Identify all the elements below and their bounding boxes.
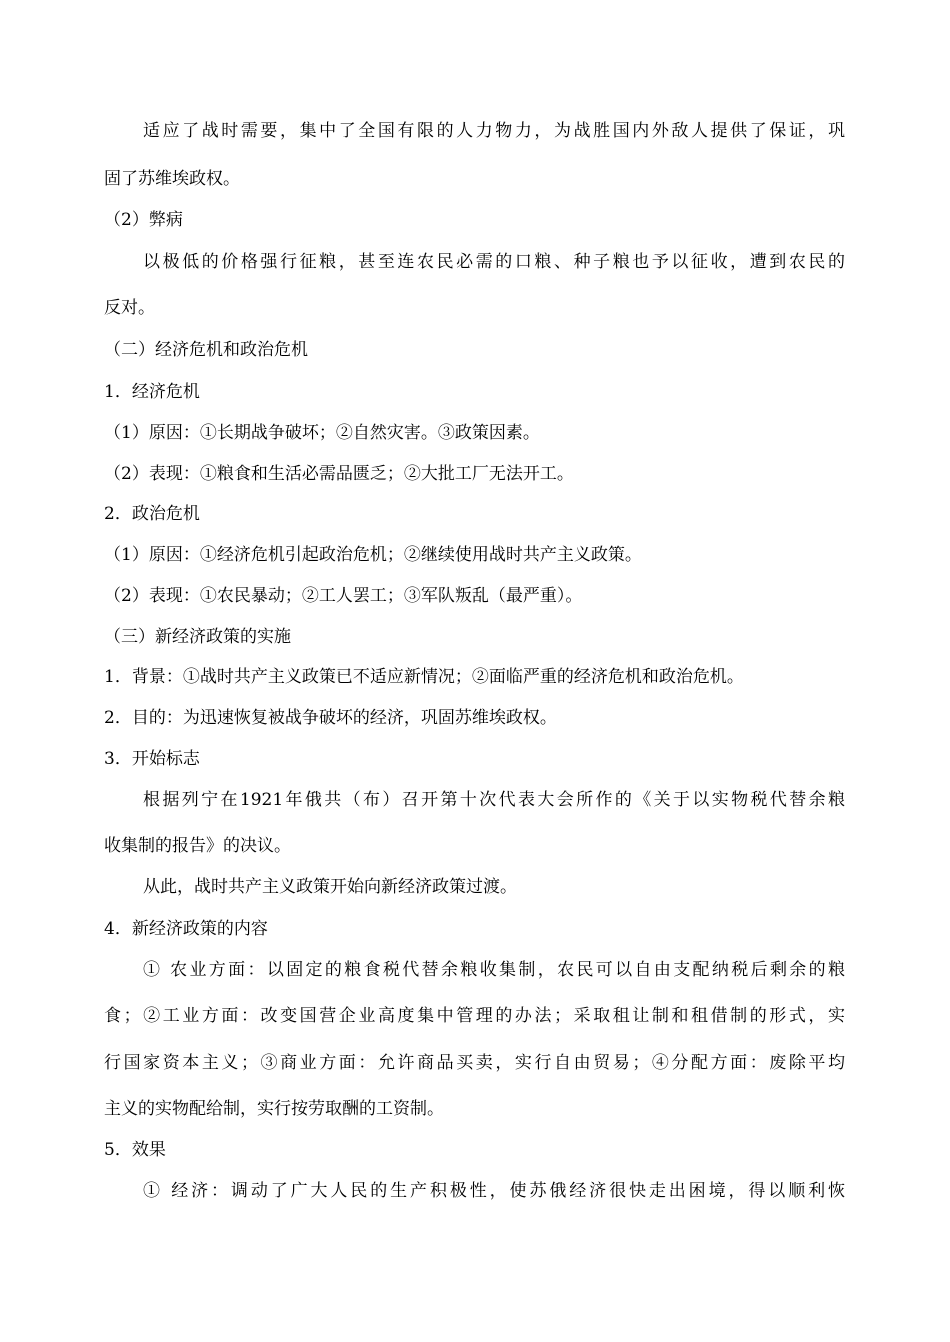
sub-heading: 1．经济危机 (104, 382, 200, 402)
paragraph-line: 根据列宁在1921年俄共（布）召开第十次代表大会所作的《关于以实物税代替余粮 (143, 790, 845, 810)
section-heading: （三）新经济政策的实施 (104, 627, 291, 647)
paragraph-line: 收集制的报告》的决议。 (104, 836, 291, 856)
sub-heading: 2．政治危机 (104, 504, 200, 524)
paragraph-line: ① 农业方面：以固定的粮食税代替余粮收集制，农民可以自由支配纳税后剩余的粮 (143, 960, 845, 980)
sub-heading: 5．效果 (104, 1140, 166, 1160)
paragraph-line: 食；②工业方面：改变国营企业高度集中管理的办法；采取租让制和租借制的形式，实 (104, 1006, 845, 1026)
paragraph-line: 主义的实物配给制，实行按劳取酬的工资制。 (104, 1099, 444, 1119)
paragraph-line: ① 经济：调动了广大人民的生产积极性，使苏俄经济很快走出困境，得以顺利恢 (143, 1181, 845, 1201)
list-item: （1）原因：①长期战争破坏；②自然灾害。③政策因素。 (104, 423, 540, 443)
section-heading: （二）经济危机和政治危机 (104, 340, 308, 360)
paragraph-line: 行国家资本主义；③商业方面：允许商品买卖，实行自由贸易；④分配方面：废除平均 (104, 1053, 845, 1073)
list-item: （2）表现：①粮食和生活必需品匮乏；②大批工厂无法开工。 (104, 464, 574, 484)
paragraph-line: 固了苏维埃政权。 (104, 169, 240, 189)
paragraph-line: 以极低的价格强行征粮，甚至连农民必需的口粮、种子粮也予以征收，遭到农民的 (143, 252, 845, 272)
sub-heading: （2）弊病 (104, 210, 183, 230)
list-item: （2）表现：①农民暴动；②工人罢工；③军队叛乱（最严重）。 (104, 586, 583, 606)
list-item: 1．背景：①战时共产主义政策已不适应新情况；②面临严重的经济危机和政治危机。 (104, 667, 744, 687)
sub-heading: 4．新经济政策的内容 (104, 919, 268, 939)
sub-heading: 3．开始标志 (104, 749, 200, 769)
paragraph-line: 从此，战时共产主义政策开始向新经济政策过渡。 (143, 877, 517, 897)
paragraph-line: 反对。 (104, 298, 155, 318)
list-item: 2．目的：为迅速恢复被战争破坏的经济，巩固苏维埃政权。 (104, 708, 557, 728)
list-item: （1）原因：①经济危机引起政治危机；②继续使用战时共产主义政策。 (104, 545, 642, 565)
paragraph-line: 适应了战时需要，集中了全国有限的人力物力，为战胜国内外敌人提供了保证，巩 (143, 121, 845, 141)
